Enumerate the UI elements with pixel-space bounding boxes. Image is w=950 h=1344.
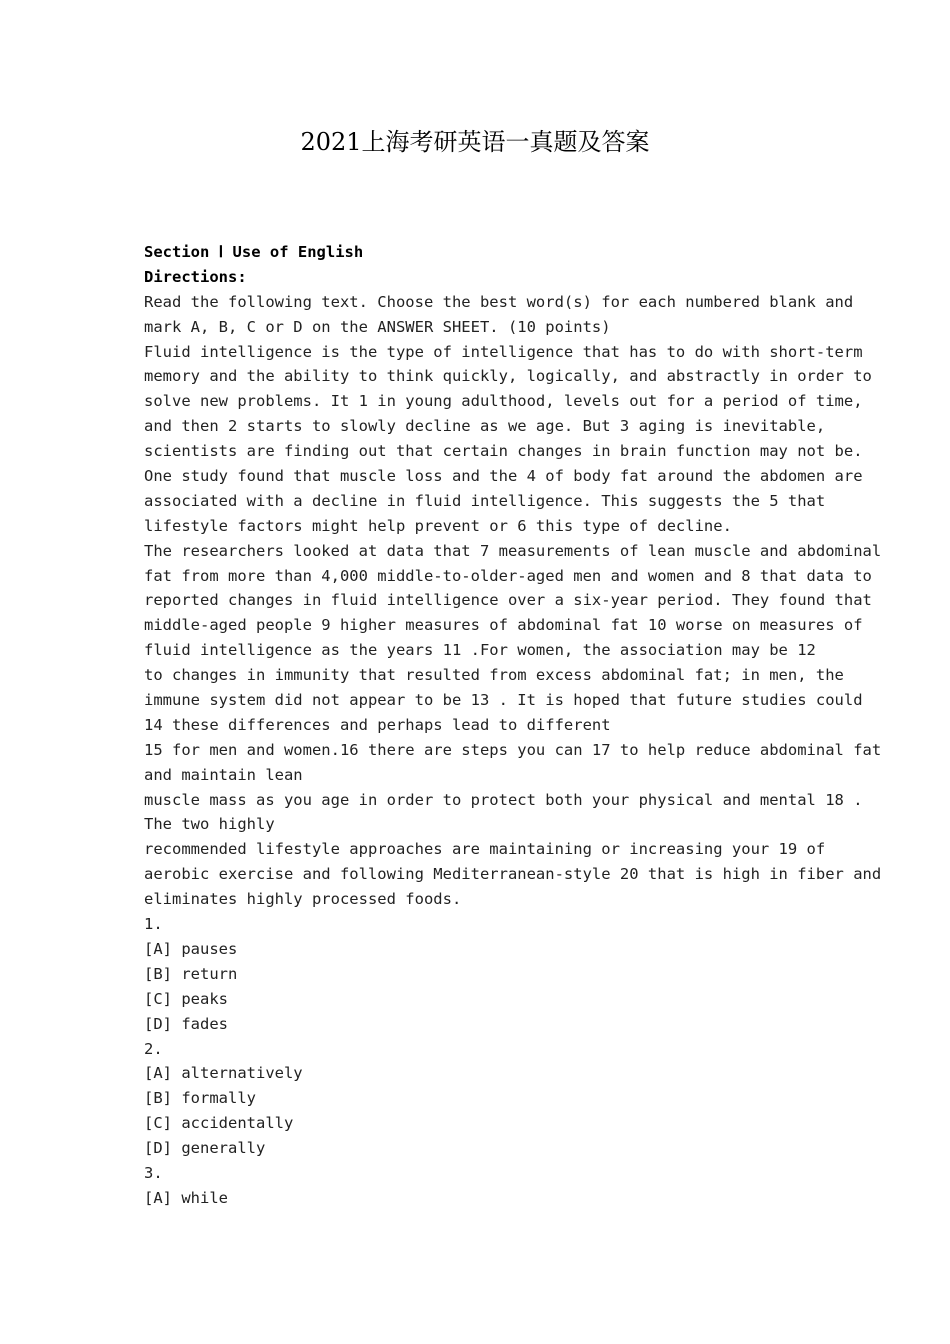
text-line: middle-aged people 9 higher measures of abdominal fat 10 worse on measures of — [144, 616, 863, 635]
text-line: eliminates highly processed foods. — [144, 890, 462, 909]
text-line: 14 these differences and perhaps lead to different — [144, 715, 611, 734]
text-line: associated with a decline in fluid intelligence. This suggests the 5 that — [144, 491, 826, 510]
text-line: fluid intelligence as the years 11 .For women, the association may be 12 — [144, 641, 816, 660]
text-line: and then 2 starts to slowly decline as we age. But 3 aging is inevitable, — [144, 417, 826, 436]
text-line: Read the following text. Choose the best word(s) for each numbered blank and — [144, 292, 854, 311]
text-line: lifestyle factors might help prevent or 6 this type of decline. — [144, 516, 732, 535]
text-lines — [144, 290, 882, 1211]
section-heading: Section Ⅰ Use of English — [144, 243, 364, 261]
text-line: The researchers looked at data that 7 measurements of lean muscle and abdominal — [144, 541, 882, 560]
text-line: scientists are finding out that certain changes in brain function may not be. — [144, 442, 863, 461]
text-line: 15 for men and women.16 there are steps you can 17 to help reduce abdominal fat — [144, 740, 882, 759]
text-line: immune system did not appear to be 13 . It is hoped that future studies could — [144, 691, 863, 710]
text-line: 1. — [144, 915, 163, 934]
text-line: recommended lifestyle approaches are maintaining or increasing your 19 of — [144, 840, 826, 859]
text-line: muscle mass as you age in order to protect both your physical and mental 18 . — [144, 790, 863, 809]
text-line: Fluid intelligence is the type of intelligence that has to do with short-term — [144, 342, 863, 361]
text-line: mark A, B, C or D on the ANSWER SHEET. (10 points) — [144, 317, 611, 336]
text-line: [C] accidentally — [144, 1114, 294, 1133]
text-line: [B] formally — [144, 1089, 256, 1108]
text-line: memory and the ability to think quickly, logically, and abstractly in order to — [144, 367, 872, 386]
text-line: [A] alternatively — [144, 1064, 303, 1083]
document-body — [144, 240, 882, 1211]
text-line: 3. — [144, 1163, 163, 1182]
text-line: [B] return — [144, 964, 238, 983]
directions-label: Directions: — [144, 267, 247, 286]
text-line: reported changes in fluid intelligence over a six-year period. They found that — [144, 591, 872, 610]
text-line: [A] pauses — [144, 939, 238, 958]
text-line: [A] while — [144, 1188, 228, 1207]
text-line: aerobic exercise and following Mediterranean-style 20 that is high in fiber and — [144, 865, 882, 884]
text-line: and maintain lean — [144, 765, 303, 784]
text-line: 2. — [144, 1039, 163, 1058]
text-line: fat from more than 4,000 middle-to-older-aged men and women and 8 that data to — [144, 566, 872, 585]
text-line: to changes in immunity that resulted from excess abdominal fat; in men, the — [144, 666, 844, 685]
text-line: One study found that muscle loss and the 4 of body fat around the abdomen are — [144, 467, 863, 486]
text-line: [D] generally — [144, 1139, 266, 1158]
text-line: [D] fades — [144, 1014, 228, 1033]
text-line: [C] peaks — [144, 989, 228, 1008]
document-title: 2021上海考研英语一真题及答案 — [300, 128, 650, 156]
text-line: solve new problems. It 1 in young adulthood, levels out for a period of time, — [144, 392, 863, 411]
text-line: The two highly — [144, 815, 275, 834]
